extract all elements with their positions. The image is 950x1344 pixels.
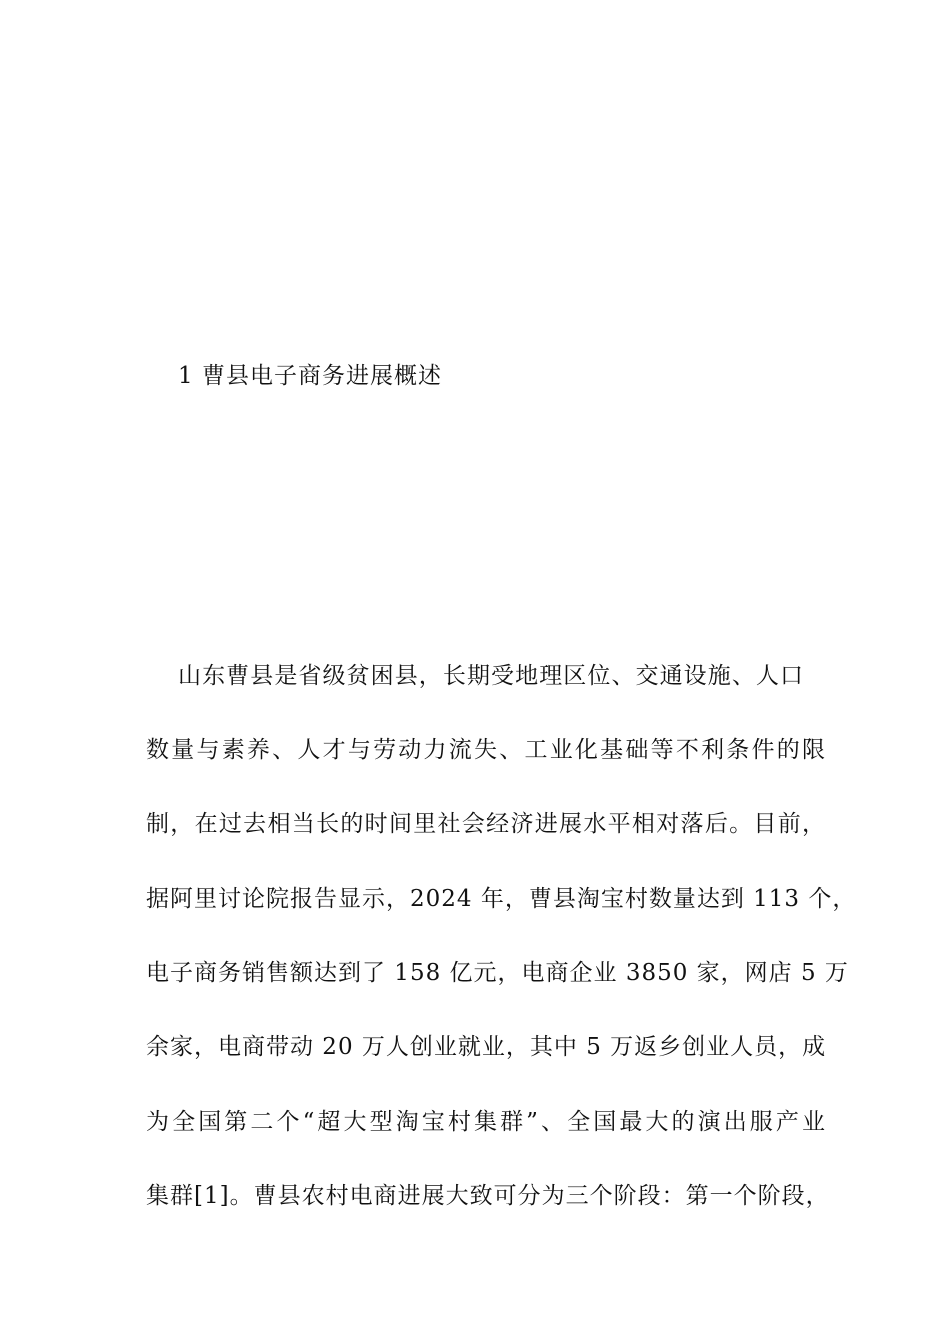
paragraph-line: 制，在过去相当长的时间里社会经济进展水平相对落后。目前，: [146, 811, 826, 837]
paragraph-line: 山东曹县是省级贫困县，长期受地理区位、交通设施、人口: [178, 663, 804, 689]
paragraph-line: 据阿里讨论院报告显示，2024 年，曹县淘宝村数量达到 113 个，: [146, 886, 857, 912]
paragraph-line: 集群[1]。曹县农村电商进展大致可分为三个阶段：第一个阶段，: [146, 1183, 830, 1209]
paragraph-line: 余家，电商带动 20 万人创业就业，其中 5 万返乡创业人员，成: [146, 1034, 827, 1060]
paragraph-line: 电子商务销售额达到了 158 亿元，电商企业 3850 家，网店 5 万: [146, 960, 849, 986]
paragraph-line: 数量与素养、人才与劳动力流失、工业化基础等不利条件的限: [146, 737, 826, 763]
section-heading: 1 曹县电子商务进展概述: [178, 363, 442, 389]
paragraph-line: 为全国第二个“超大型淘宝村集群”、全国最大的演出服产业: [146, 1109, 826, 1135]
